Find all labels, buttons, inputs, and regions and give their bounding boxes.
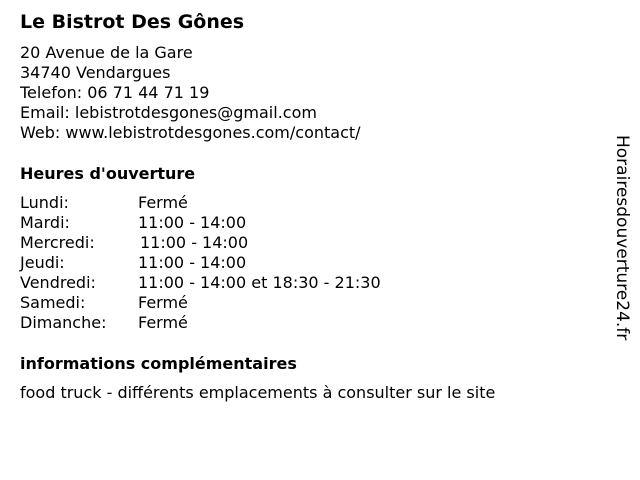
day-label: Dimanche: [20, 313, 107, 332]
info-heading: informations complémentaires [20, 354, 297, 373]
email-line: Email: lebistrotdesgones@gmail.com [20, 103, 317, 122]
info-text: food truck - différents emplacements à consulter sur le site [20, 383, 496, 402]
day-label: Vendredi: [20, 273, 96, 292]
day-label: Mardi: [20, 213, 70, 232]
address-line-1: 20 Avenue de la Gare [20, 43, 193, 62]
day-label: Jeudi: [20, 253, 65, 272]
business-name: Le Bistrot Des Gônes [20, 11, 245, 33]
time-value: 11:00 - 14:00 et 18:30 - 21:30 [138, 273, 381, 292]
time-value: 11:00 - 14:00 [138, 213, 247, 232]
day-label: Samedi: [20, 293, 86, 312]
day-label: Mercredi: [20, 233, 95, 252]
time-value: Fermé [138, 193, 188, 212]
time-value: Fermé [138, 313, 188, 332]
phone-line: Telefon: 06 71 44 71 19 [20, 83, 210, 102]
time-value: 11:00 - 14:00 [140, 233, 249, 252]
contact-block [20, 43, 361, 143]
address-line-2: 34740 Vendargues [20, 63, 171, 82]
site-watermark: Horairesdouverture24.fr [612, 135, 632, 341]
hours-heading: Heures d'ouverture [20, 164, 196, 183]
day-label: Lundi: [20, 193, 69, 212]
web-line: Web: www.lebistrotdesgones.com/contact/ [20, 123, 361, 142]
time-value: 11:00 - 14:00 [138, 253, 247, 272]
time-value: Fermé [138, 293, 188, 312]
